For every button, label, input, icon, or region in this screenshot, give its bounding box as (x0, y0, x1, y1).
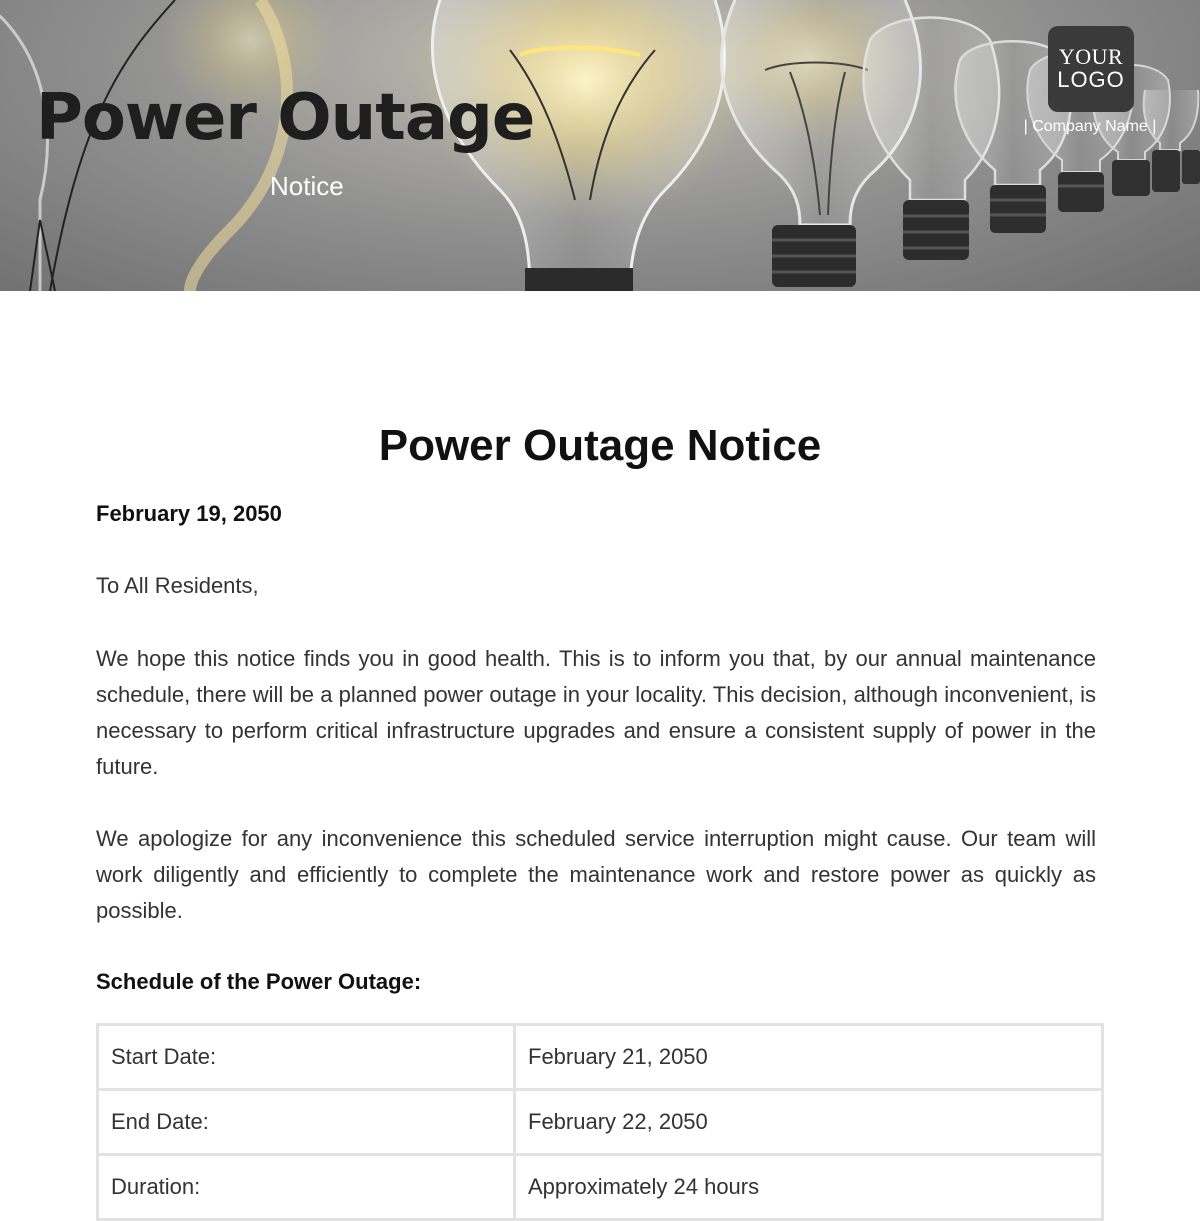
schedule-label: Start Date: (98, 1025, 515, 1090)
logo-text-top: YOUR (1058, 44, 1124, 69)
logo-text-bottom: LOGO (1057, 67, 1125, 92)
schedule-value: February 21, 2050 (515, 1025, 1103, 1090)
schedule-value: February 22, 2050 (515, 1090, 1103, 1155)
paragraph-intro: We hope this notice finds you in good health. This is to inform you that, by our annual maintenance schedule, there will be a planned power outage in your locality. This decision, although inconvenient, is necessary to perform critical infrastructure upgrades and ensure a consistent supply of power in the future. (96, 646, 1096, 779)
schedule-value: Approximately 24 hours (515, 1155, 1103, 1220)
company-name: | Company Name | (1023, 118, 1157, 135)
header-banner (0, 0, 1200, 291)
banner-subtitle: Notice (270, 171, 344, 201)
banner-title: Power Outage (36, 81, 535, 155)
schedule-table (96, 1023, 1104, 1221)
table-row (98, 1025, 1103, 1090)
greeting: To All Residents, (96, 573, 259, 598)
schedule-heading: Schedule of the Power Outage: (96, 969, 422, 994)
table-row (98, 1090, 1103, 1155)
paragraph-apology: We apologize for any inconvenience this scheduled service interruption might cause. Our team will work diligently and efficiently to complete the maintenance work and restore power as quickly as possible. (96, 826, 1096, 923)
schedule-label: Duration: (98, 1155, 515, 1220)
document-title: Power Outage Notice (378, 421, 822, 470)
notice-date: February 19, 2050 (96, 501, 282, 526)
company-logo (1048, 26, 1134, 112)
schedule-label: End Date: (98, 1090, 515, 1155)
table-row (98, 1155, 1103, 1220)
